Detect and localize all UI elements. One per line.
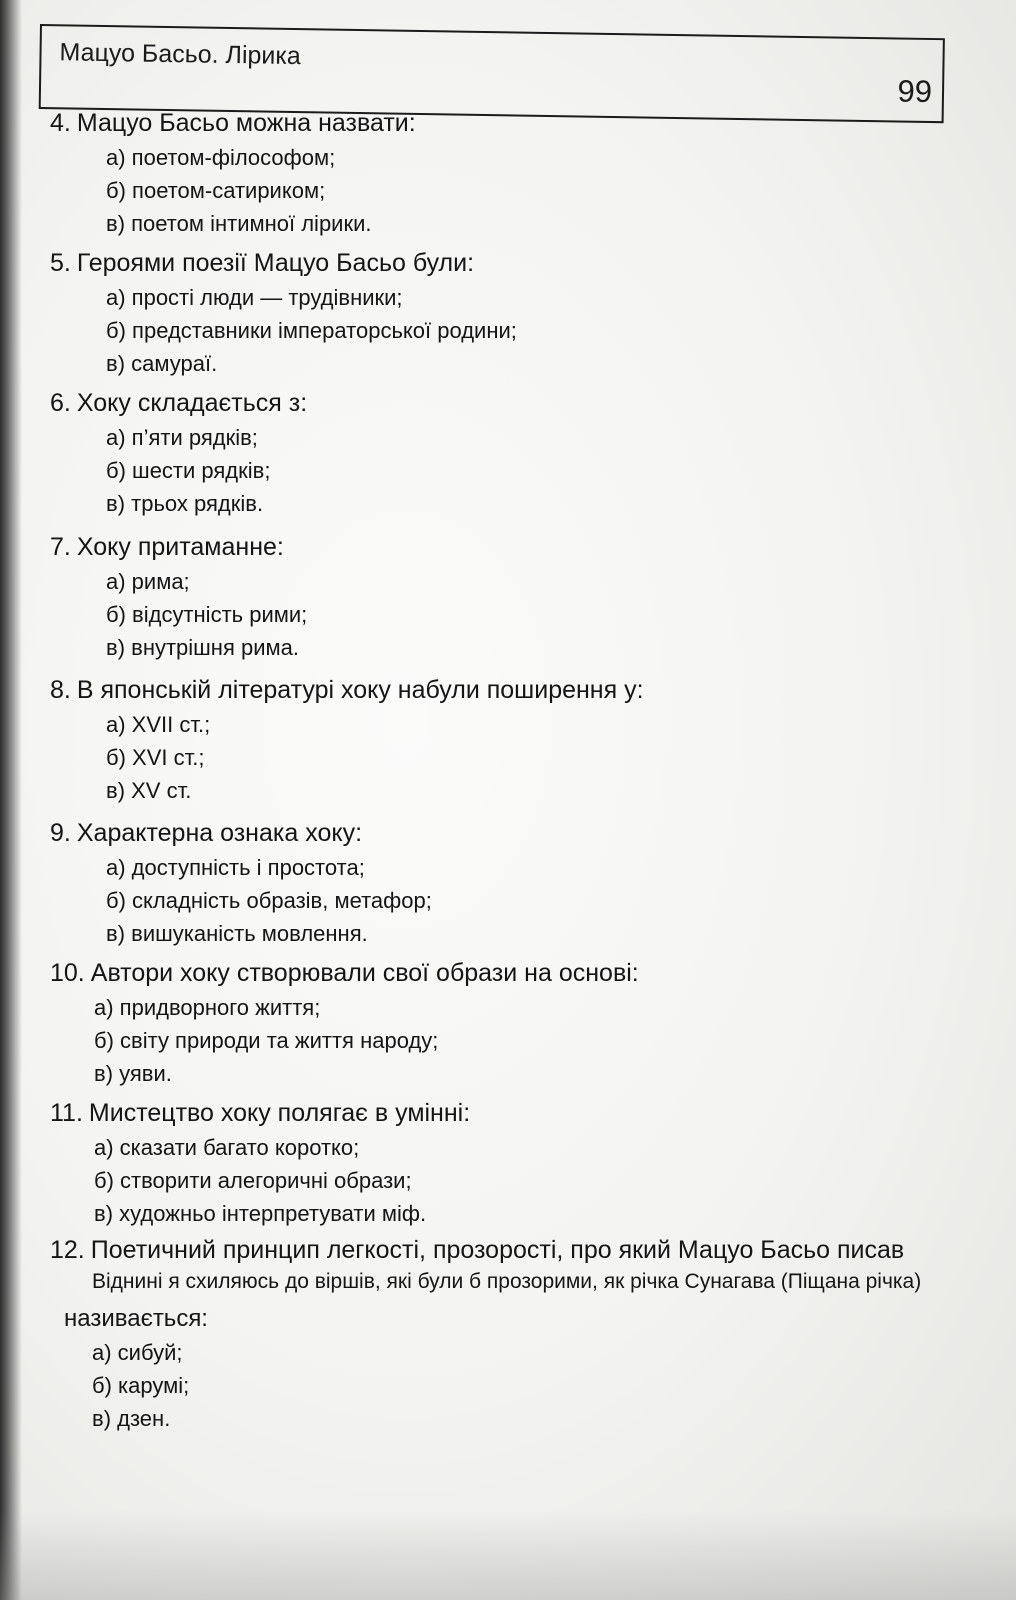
question-4 <box>50 108 960 240</box>
question-11 <box>50 1098 960 1230</box>
answer-option: в) XV ст. <box>106 778 192 803</box>
question-text: Характерна ознака хоку: <box>76 819 363 847</box>
answer-option: в) внутрішня рима. <box>106 635 299 660</box>
question-number: 9. <box>50 819 71 847</box>
answer-option: б) створити алегоричні образи; <box>94 1168 412 1193</box>
page-number: 99 <box>897 73 933 110</box>
answer-option: в) уяви. <box>94 1061 172 1086</box>
answer-option: а) XVII ст.; <box>106 712 211 737</box>
question-6 <box>50 388 960 520</box>
answer-option: а) поетом-філософом; <box>106 145 336 170</box>
answer-option: б) шести рядків; <box>106 458 271 483</box>
answer-option: а) прості люди — трудівники; <box>106 285 403 310</box>
answer-option: а) рима; <box>106 569 190 594</box>
answer-option: в) вишуканість мовлення. <box>106 921 368 946</box>
question-12 <box>50 1235 960 1435</box>
answer-option: в) дзен. <box>92 1406 171 1431</box>
question-number: 4. <box>50 109 71 137</box>
question-text: Поетичний принцип легкості, прозорості, про який Мацуо Басьо писав <box>90 1236 905 1264</box>
question-text: Мацуо Басьо можна назвати: <box>76 109 416 137</box>
page-shadow-bottom <box>0 1510 1016 1600</box>
answer-option: б) складність образів, метафор; <box>106 888 432 913</box>
question-number: 8. <box>50 676 71 704</box>
question-number: 11. <box>50 1099 83 1127</box>
answer-option: а) п’яти рядків; <box>106 425 258 450</box>
question-text: Хоку складається з: <box>76 389 308 417</box>
question-text: Мистецтво хоку полягає в умінні: <box>88 1099 471 1127</box>
answer-option: а) сибуй; <box>92 1340 183 1365</box>
question-number: 12. <box>50 1236 85 1264</box>
question-number: 5. <box>50 249 71 277</box>
page-shadow-left <box>0 0 22 1600</box>
question-number: 10. <box>50 959 85 987</box>
answer-option: б) відсутність рими; <box>106 602 308 627</box>
answer-option: б) XVI ст.; <box>106 745 205 770</box>
question-5 <box>50 248 960 380</box>
question-number: 7. <box>50 533 71 561</box>
question-continuation: називається: <box>64 1305 208 1332</box>
answer-option: в) трьох рядків. <box>106 491 264 516</box>
question-number: 6. <box>50 389 71 417</box>
question-text: Хоку притаманне: <box>76 533 284 561</box>
answer-option: а) доступність і простота; <box>106 855 365 880</box>
answer-option: б) світу природи та життя народу; <box>94 1028 439 1053</box>
answer-option: в) самураї. <box>106 351 218 376</box>
answer-option: а) сказати багато коротко; <box>94 1135 360 1160</box>
question-9 <box>50 818 960 950</box>
question-7 <box>50 532 960 664</box>
question-10 <box>50 958 960 1090</box>
question-text: Героями поезії Мацуо Басьо були: <box>76 249 475 277</box>
answer-option: в) художньо інтерпретувати міф. <box>94 1201 427 1226</box>
answer-option: а) придворного життя; <box>94 995 321 1020</box>
answer-option: б) представники імператорської родини; <box>106 318 517 343</box>
answer-option: в) поетом інтимної лірики. <box>106 211 372 236</box>
question-8 <box>50 675 960 807</box>
question-text: В японській літературі хоку набули поширення у: <box>76 676 644 704</box>
quote-text: Віднині я схиляюсь до віршів, які були б прозорими, як річка Сунагава (Піщана річка) <box>92 1270 922 1293</box>
answer-option: б) карумі; <box>92 1373 190 1398</box>
header-title: Мацуо Басьо. Лірика <box>59 38 301 71</box>
answer-option: б) поетом-сатириком; <box>106 178 326 203</box>
question-text: Автори хоку створювали свої образи на основі: <box>90 959 639 987</box>
